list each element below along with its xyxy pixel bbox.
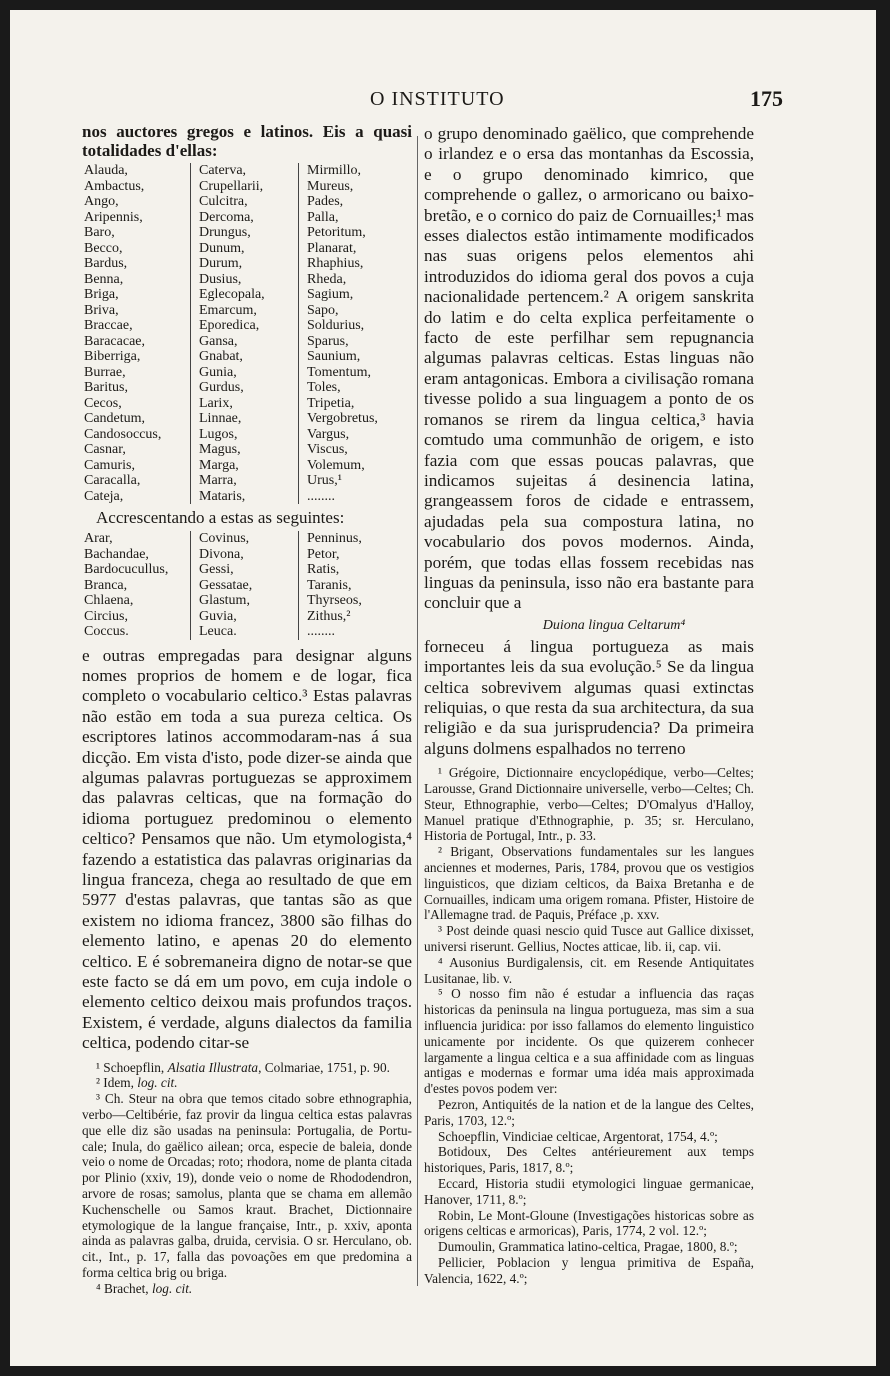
word-entry: Magus,: [199, 442, 241, 457]
word-entry: Benna,: [84, 271, 124, 287]
word-entry: Aripennis,: [84, 209, 143, 225]
word-entry: Caterva,: [199, 163, 247, 178]
word-entry: Bardus,: [84, 256, 128, 271]
word-entry: Rhaphius,: [307, 256, 364, 271]
word-entry: Baritus,: [84, 380, 128, 395]
right-body-text-1: o grupo denominado gaëlico, que comprehende o irlandez e o ersa das montanhas da Escossia, e o grupo denominado kimrico, que comprehende o gallez, o armoricano ou baixo-bretão, e o cornico do paiz de Cornuailles;¹ mas esses dialectos estão intimamente modificados nas suas origens pelos elementos ahi introduzidos do idioma geral dos povos a cuja nacionalidade pertencem.² A origem sanskrita do latim e do celta explica perfeitamente o facto de este perfilhar sem repugnancia algumas palavras celticas. Estas linguas não eram antagonicas. Embora a civilisação romana tivesse polido a sua linguagem a ponto de os romanos se rirem da lingua celtica,³ havia comtudo uma communhão de origem, e isto fazia com que essas poucas palavras, que indicamos sujeitas á desinencia latina, grangeassem foros de cidade e entrassem, ajudadas pela sua compostura latina, no vocabulario dos povos modernos. Ainda, porém, que todas ellas fossem recebidas nas linguas da peninsula, isso não era bastante para concluir que a: [424, 124, 754, 613]
reference-4: Eccard, Historia studii etymologici linguae germanicae, Hanover, 1711, 8.º;: [424, 1175, 754, 1207]
word-entry: Saunium,: [307, 349, 361, 364]
word-entry: Marra,: [199, 473, 237, 488]
word-entry: Urus,¹: [307, 473, 342, 488]
word-entry: Emarcum,: [199, 302, 257, 318]
word-entry: Bardocucullus,: [84, 562, 169, 577]
word-entry: Volemum,: [307, 457, 365, 473]
word-entry: Bachandae,: [84, 546, 149, 562]
left-footnote-1: ¹ Schoepflin, Alsatia Illustrata, Colmariae, 1751, p. 90.: [96, 1059, 390, 1075]
word-entry: Dercoma,: [199, 209, 254, 225]
word-entry: Petor,: [307, 546, 340, 562]
extra-column-3: [298, 531, 412, 640]
word-column-1: [82, 163, 190, 504]
word-entry: Tomentum,: [307, 364, 371, 380]
word-entry: Marga,: [199, 457, 239, 473]
left-footnote-3: ³ Ch. Steur na obra que temos citado sobre ethnographia, verbo—Celtibérie, faz provir da lingua celtica estas palavras que elle diz são usadas na peninsula: Portugalia, de Portu-cale; Inula, do gaëlico ailean; orca, especie de baleia, donde veio o nome de Orcadas; roto; rhodora, nome de planta citada por Plinio (xxiv, 19), donde veio o nome de Rhododendron, arvore de rosas; samolus, planta que se chama em allemão Kuchenschelle ou Samos kraut. Brachet, Dictionnaire etymologique de la langue française, Intr., p. xxiv, aponta ainda as palavras galba, druida, cervisia. O sr. Herculano, ob. cit., Int., p. 17, falla das povoações em que predomina a forma celtica brig ou briga.: [82, 1091, 412, 1280]
word-entry: Candosoccus,: [84, 426, 162, 442]
word-entry: Dunum,: [199, 240, 245, 256]
word-entry: ........: [307, 624, 335, 639]
word-entry: Mirmillo,: [307, 163, 362, 178]
word-entry: Mataris,: [199, 488, 246, 504]
reference-7: Pellicier, Poblacion y lengua primitiva de España, Valencia, 1622, 4.º;: [424, 1254, 754, 1286]
word-entry: Culcitra,: [199, 194, 248, 209]
right-footnote-3: ³ Post deinde quasi nescio quid Tusce aut Gallice dixisset, universi riserunt. Gellius, Noctes atticae, lib. ii, cap. vii.: [424, 923, 754, 954]
right-footnote-5: ⁵ O nosso fim não é estudar a influencia das raças historicas da peninsula na lingua portugueza, mas sim a sua influencia juridica: por isso fallamos do elemento linguistico unicamente por incidente. Os que quizerem conhecer largamente a lingua celtica e a sua affinidade com as linguas antigas e modernas e formar uma idéa mais approximada d'estes povos podem ver:: [424, 986, 754, 1097]
word-entry: Dusius,: [199, 271, 242, 287]
word-column-2: [190, 163, 298, 504]
word-entry: Thyrseos,: [307, 593, 362, 608]
extra-column-1: [82, 531, 190, 640]
word-entry: Casnar,: [84, 442, 126, 457]
word-entry: Guvia,: [199, 608, 237, 624]
word-entry: Gessatae,: [199, 577, 253, 593]
word-entry: Becco,: [84, 240, 123, 256]
word-column-3: [298, 163, 412, 504]
word-entry: Cecos,: [84, 395, 122, 411]
word-entry: Tripetia,: [307, 395, 355, 411]
word-entry: Braccae,: [84, 318, 133, 333]
word-entry: Vergobretus,: [307, 411, 378, 426]
word-entry: Briva,: [84, 302, 119, 318]
word-entry: Petoritum,: [307, 225, 366, 240]
word-entry: Gunia,: [199, 364, 237, 380]
word-entry: Linnae,: [199, 411, 242, 426]
column-divider: [417, 136, 418, 1286]
word-entry: Branca,: [84, 577, 128, 593]
word-entry: Crupellarii,: [199, 178, 264, 194]
right-body-text-2: forneceu á lingua portugueza as mais importantes leis da sua evolução.⁵ Se da lingua celtica sobrevivem algumas quasi extinctas reliquias, o que resta da sua architectura, da sua religião e da sua jurisprudencia? Da primeira alguns dolmens espalhados no terreno: [424, 636, 754, 758]
word-entry: Planarat,: [307, 240, 357, 256]
celtic-words-table: [82, 163, 412, 504]
word-entry: Circius,: [84, 608, 128, 624]
word-entry: Gessi,: [199, 562, 234, 577]
word-entry: Ambactus,: [84, 178, 145, 194]
reference-2: Schoepflin, Vindiciae celticae, Argentorat, 1754, 4.º;: [438, 1128, 718, 1144]
word-entry: Chlaena,: [84, 593, 134, 608]
right-footnote-1: ¹ Grégoire, Dictionnaire encyclopédique, verbo—Celtes; Larousse, Grand Dictionnaire universelle, verbo—Celtes; Ch. Steur, Ethnographie, verbo—Celtes; D'Omalyus d'Halloy, Manuel pratique d'Ethnographie, p. 35; sr. Herculano, Historia de Portugal, Intr., p. 33.: [424, 765, 754, 844]
left-lead-text: nos auctores gregos e latinos. Eis a quasi totalidades d'ellas:: [82, 122, 412, 160]
latin-quote: Duiona lingua Celtarum⁴: [542, 617, 686, 633]
reference-3: Botidoux, Des Celtes antérieurement aux temps historiques, Paris, 1817, 8.º;: [424, 1144, 754, 1176]
page-number: 175: [750, 86, 783, 111]
reference-1: Pezron, Antiquités de la nation et de la langue des Celtes, Paris, 1703, 12.º;: [424, 1096, 754, 1128]
word-entry: Biberriga,: [84, 349, 141, 364]
word-entry: Cateja,: [84, 488, 124, 504]
word-entry: Baracacae,: [84, 333, 145, 349]
page-header: [40, 84, 783, 114]
extra-column-2: [190, 531, 298, 640]
word-entry: Candetum,: [84, 411, 146, 426]
word-entry: Sagium,: [307, 287, 354, 302]
word-entry: Soldurius,: [307, 318, 365, 333]
reference-5: Robin, Le Mont-Gloune (Investigações historicas sobre as origens celticas e armoricas), Paris, 1774, 2 vol. 12.º;: [424, 1207, 754, 1239]
word-entry: Vargus,: [307, 426, 350, 442]
word-entry: Covinus,: [199, 531, 250, 546]
accrescentando-line: Accrescentando a estas as seguintes:: [96, 508, 345, 527]
word-entry: Rheda,: [307, 271, 347, 287]
left-column: [82, 122, 412, 1297]
word-entry: Lugos,: [199, 426, 238, 442]
word-entry: Leuca.: [199, 624, 237, 639]
word-entry: Coccus.: [84, 624, 129, 639]
book-page: [10, 10, 876, 1366]
right-footnote-4: ⁴ Ausonius Burdigalensis, cit. em Resende Antiquitates Lusitanae, lib. v.: [424, 954, 754, 986]
word-entry: Toles,: [307, 380, 341, 395]
running-title: O INSTITUTO: [370, 88, 505, 110]
word-entry: Baro,: [84, 225, 115, 240]
word-entry: Sapo,: [307, 302, 339, 318]
left-footnote-2: ² Idem, log. cit.: [96, 1075, 178, 1091]
word-entry: Viscus,: [307, 442, 348, 457]
left-footnote-4: ⁴ Brachet, log. cit.: [96, 1280, 193, 1296]
word-entry: Eporedica,: [199, 318, 260, 333]
left-body-text: e outras empregadas para designar alguns nomes proprios de homem e de logar, fica completo o vocabulario celtico.³ Estas palavras não estão em toda a sua pureza celtica. Os escriptores latinos accommodaram-nas á sua dicção. Em vista d'isto, pode dizer-se ainda que algumas palavras portuguezas se approximem das palavras celticas, que na formação do idioma portuguez predominou o elemento celtico? Pensamos que não. Um etymologista,⁴ fazendo a estatistica das palavras originarias da lingua franceza, chega ao resultado de que em 5977 d'estas palavras, que tantas são as que existem no idioma francez, 3800 são filhas do elemento latino, e apenas 20 do elemento celtico. E é sobremaneira digno de notar-se que este facto se dá em um povo, em cuja indole o elemento celtico deixou mais profundos traços. Existem, é verdade, alguns dialectos da familia celtica, podendo citar-se: [82, 645, 412, 1053]
word-entry: Drungus,: [199, 225, 251, 240]
word-entry: Caracalla,: [84, 473, 141, 488]
right-column: [424, 124, 754, 1286]
word-entry: Pades,: [307, 194, 344, 209]
word-entry: Camuris,: [84, 457, 135, 473]
word-entry: Arar,: [84, 531, 113, 546]
word-entry: Burrae,: [84, 364, 126, 380]
word-entry: Eglecopala,: [199, 287, 265, 302]
right-footnote-2: ² Brigant, Observations fundamentales sur les langues anciennes et modernes, Paris, 1784, provou que os vestigios linguisticos, que diziam celticos, da Baixa Bretanha e de Cornuailles, indicam uma origem romana. Pfister, Histoire de l'Allemagne trad. de Paquis, Préface ,p. xxv.: [424, 844, 754, 923]
word-entry: Zithus,²: [307, 608, 351, 624]
word-entry: Palla,: [307, 209, 339, 225]
word-entry: Gurdus,: [199, 380, 244, 395]
word-entry: Mureus,: [307, 178, 354, 194]
word-entry: Divona,: [199, 546, 244, 562]
word-entry: Gnabat,: [199, 349, 243, 364]
word-entry: Briga,: [84, 287, 119, 302]
word-entry: Alauda,: [84, 163, 128, 178]
word-entry: Glastum,: [199, 593, 250, 608]
additional-words-table: [82, 531, 412, 640]
word-entry: Sparus,: [307, 333, 349, 349]
word-entry: Ango,: [84, 194, 119, 209]
word-entry: Ratis,: [307, 562, 340, 577]
word-entry: Larix,: [199, 395, 233, 411]
word-entry: Durum,: [199, 256, 243, 271]
word-entry: Penninus,: [307, 531, 362, 546]
reference-6: Dumoulin, Grammatica latino-celtica, Pragae, 1800, 8.º;: [438, 1239, 738, 1255]
word-entry: Gansa,: [199, 333, 238, 349]
word-entry: ........: [307, 488, 335, 504]
word-entry: Taranis,: [307, 577, 352, 593]
